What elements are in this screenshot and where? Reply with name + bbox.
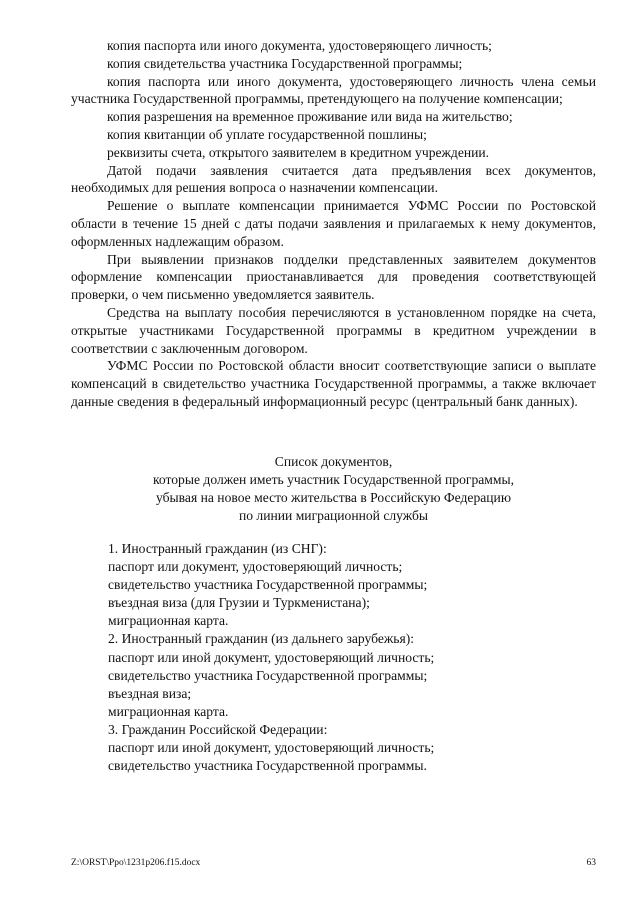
list-item: 2. Иностранный гражданин (из дальнего зарубежья):	[108, 631, 415, 647]
paragraph: реквизиты счета, открытого заявителем в кредитном учреждении.	[107, 144, 490, 160]
paragraph: УФМС России по Ростовской области вносит соответствующие записи о выплате компенсаций в свидетельство участника Государственной программы, а также включает данные сведения в федеральный информационный ресурс (центральный банк данных).	[71, 358, 596, 409]
list-item: свидетельство участника Государственной программы;	[108, 667, 428, 683]
paragraph: копия паспорта или иного документа, удостоверяющего личность члена семьи участника Государственной программы, претендующего на получение компенсации;	[71, 73, 596, 107]
list-item: паспорт или иной документ, удостоверяющий личность;	[108, 740, 435, 756]
paragraph: копия паспорта или иного документа, удостоверяющего личность;	[107, 38, 492, 53]
list-item: свидетельство участника Государственной программы;	[108, 577, 428, 593]
heading-line: убывая на новое место жительства в Российскую Федерацию	[156, 490, 511, 505]
paragraph: При выявлении признаков подделки представленных заявителем документов оформление компенсации приостанавливается для проведения соответствующей проверки, о чем письменно уведомляется заявитель.	[71, 251, 596, 303]
list-item: 3. Гражданин Российской Федерации:	[108, 721, 328, 737]
list-item: 1. Иностранный гражданин (из СНГ):	[108, 541, 327, 556]
list-item: миграционная карта.	[108, 613, 229, 629]
list-item: паспорт или иной документ, удостоверяющий личность;	[108, 649, 435, 665]
document-list	[108, 540, 578, 775]
paragraph: Датой подачи заявления считается дата предъявления всех документов, необходимых для решения вопроса о назначении компенсации.	[71, 162, 596, 196]
heading-line: Список документов,	[274, 454, 393, 469]
footer-file-path: Z:\ORST\Ppo\1231p206.f15.docx	[71, 858, 201, 868]
list-item: свидетельство участника Государственной программы.	[108, 758, 427, 774]
heading-line: по линии миграционной службы	[238, 508, 429, 523]
paragraph: копия свидетельства участника Государственной программы;	[107, 55, 463, 71]
paragraph: копия разрешения на временное проживание или вида на жительство;	[107, 109, 513, 125]
paragraph: Средства на выплату пособия перечисляются в установленном порядке на счета, открытые участниками Государственной программы в кредитном учреждении в соответствии с заключенным договором.	[71, 304, 596, 356]
paragraph: Решение о выплате компенсации принимается УФМС России по Ростовской области в течение 15 дней с даты подачи заявления и прилагаемых к нему документов, оформленных надлежащим образом.	[71, 198, 596, 249]
list-item: въездная виза (для Грузии и Туркменистана);	[108, 595, 370, 611]
section-heading	[71, 453, 596, 525]
list-item: миграционная карта.	[108, 703, 229, 719]
list-item: въездная виза;	[108, 685, 192, 701]
page-number: 63	[586, 858, 596, 868]
body-text	[71, 37, 596, 411]
heading-line: которые должен иметь участник Государственной программы,	[152, 472, 515, 487]
paragraph: копия квитанции об уплате государственной пошлины;	[107, 126, 427, 142]
list-item: паспорт или документ, удостоверяющий личность;	[108, 559, 403, 575]
